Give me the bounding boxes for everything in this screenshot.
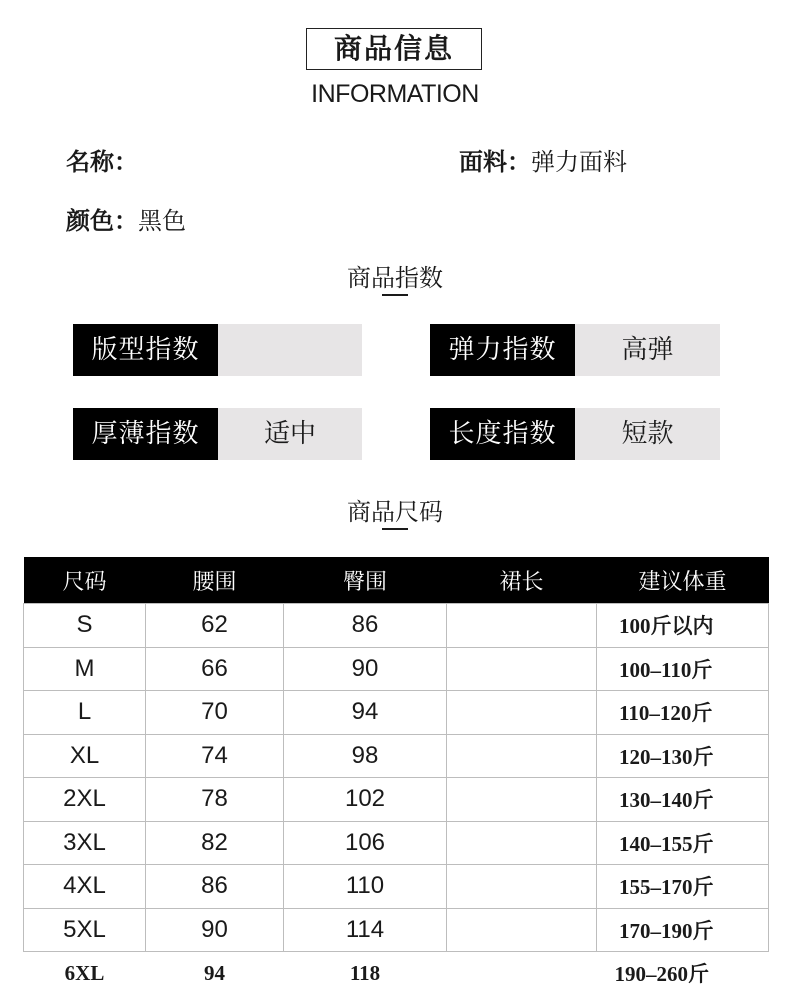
hip-cell: 106 <box>284 821 447 865</box>
size-cell: 5XL <box>24 908 146 952</box>
hip-cell: 94 <box>284 691 447 735</box>
table-row <box>24 908 769 952</box>
length-index-label: 长度指数 <box>430 408 575 460</box>
index-section-divider <box>382 294 408 296</box>
weight-cell: 155–170斤 <box>597 865 769 909</box>
header-waist: 腰围 <box>146 557 284 604</box>
size-cell: L <box>24 691 146 735</box>
hip-cell: 98 <box>284 734 447 778</box>
length-index-value: 短款 <box>575 408 720 460</box>
weight-cell: 110–120斤 <box>597 691 769 735</box>
elasticity-index-value: 高弹 <box>575 324 720 376</box>
table-row <box>24 952 769 995</box>
size-table <box>23 557 769 995</box>
weight-cell: 130–140斤 <box>597 778 769 822</box>
size-section-title: 商品尺码 <box>347 498 443 526</box>
name-field <box>66 142 138 177</box>
size-cell: XL <box>24 734 146 778</box>
size-section-divider <box>382 528 408 530</box>
size-cell: 4XL <box>24 865 146 909</box>
header-hip: 臀围 <box>284 557 447 604</box>
fit-index-value <box>218 324 362 376</box>
weight-cell: 100斤以内 <box>597 604 769 648</box>
hip-cell: 114 <box>284 908 447 952</box>
waist-cell: 90 <box>146 908 284 952</box>
skirt-length-cell <box>447 691 597 735</box>
size-cell: S <box>24 604 146 648</box>
hip-cell: 102 <box>284 778 447 822</box>
color-value: 黑色 <box>138 207 186 235</box>
name-label: 名称： <box>66 148 138 176</box>
skirt-length-cell <box>447 908 597 952</box>
size-cell: 2XL <box>24 778 146 822</box>
thickness-index-label: 厚薄指数 <box>73 408 218 460</box>
hip-cell: 110 <box>284 865 447 909</box>
weight-cell: 190–260斤 <box>614 962 709 987</box>
table-row <box>24 821 769 865</box>
waist-cell: 62 <box>146 604 284 648</box>
weight-cell: 100–110斤 <box>597 647 769 691</box>
waist-cell: 86 <box>146 865 284 909</box>
fabric-label: 面料： <box>459 148 531 176</box>
weight-cell: 170–190斤 <box>597 908 769 952</box>
fabric-field <box>459 142 627 177</box>
fabric-value: 弹力面料 <box>531 148 627 176</box>
color-field <box>66 201 186 236</box>
skirt-length-cell <box>447 647 597 691</box>
table-row <box>24 647 769 691</box>
size-table-header <box>24 557 769 604</box>
table-row <box>24 865 769 909</box>
skirt-length-cell <box>447 604 597 648</box>
weight-cell: 140–155斤 <box>597 821 769 865</box>
hip-cell: 90 <box>284 647 447 691</box>
page-title: 商品信息 <box>306 28 482 70</box>
weight-cell: 120–130斤 <box>597 734 769 778</box>
size-cell: 3XL <box>24 821 146 865</box>
elasticity-index-label: 弹力指数 <box>430 324 575 376</box>
table-row <box>24 734 769 778</box>
waist-cell: 82 <box>146 821 284 865</box>
skirt-length-cell <box>447 952 597 995</box>
thickness-index-value: 适中 <box>218 408 362 460</box>
skirt-length-cell <box>447 778 597 822</box>
waist-cell: 94 <box>204 960 225 985</box>
header-weight: 建议体重 <box>597 557 769 604</box>
skirt-length-cell <box>447 734 597 778</box>
skirt-length-cell <box>447 865 597 909</box>
skirt-length-cell <box>447 821 597 865</box>
color-label: 颜色： <box>66 207 138 235</box>
hip-cell: 118 <box>349 960 381 985</box>
size-cell: M <box>24 647 146 691</box>
header-skirt-length: 裙长 <box>447 557 597 604</box>
waist-cell: 78 <box>146 778 284 822</box>
waist-cell: 66 <box>146 647 284 691</box>
header-size: 尺码 <box>24 557 146 604</box>
table-row <box>24 604 769 648</box>
index-section-title: 商品指数 <box>347 264 443 292</box>
fit-index-label: 版型指数 <box>73 324 218 376</box>
hip-cell: 86 <box>284 604 447 648</box>
table-row <box>24 691 769 735</box>
waist-cell: 74 <box>146 734 284 778</box>
waist-cell: 70 <box>146 691 284 735</box>
page-subtitle: INFORMATION <box>311 80 479 108</box>
table-row <box>24 778 769 822</box>
size-cell: 6XL <box>64 960 105 985</box>
